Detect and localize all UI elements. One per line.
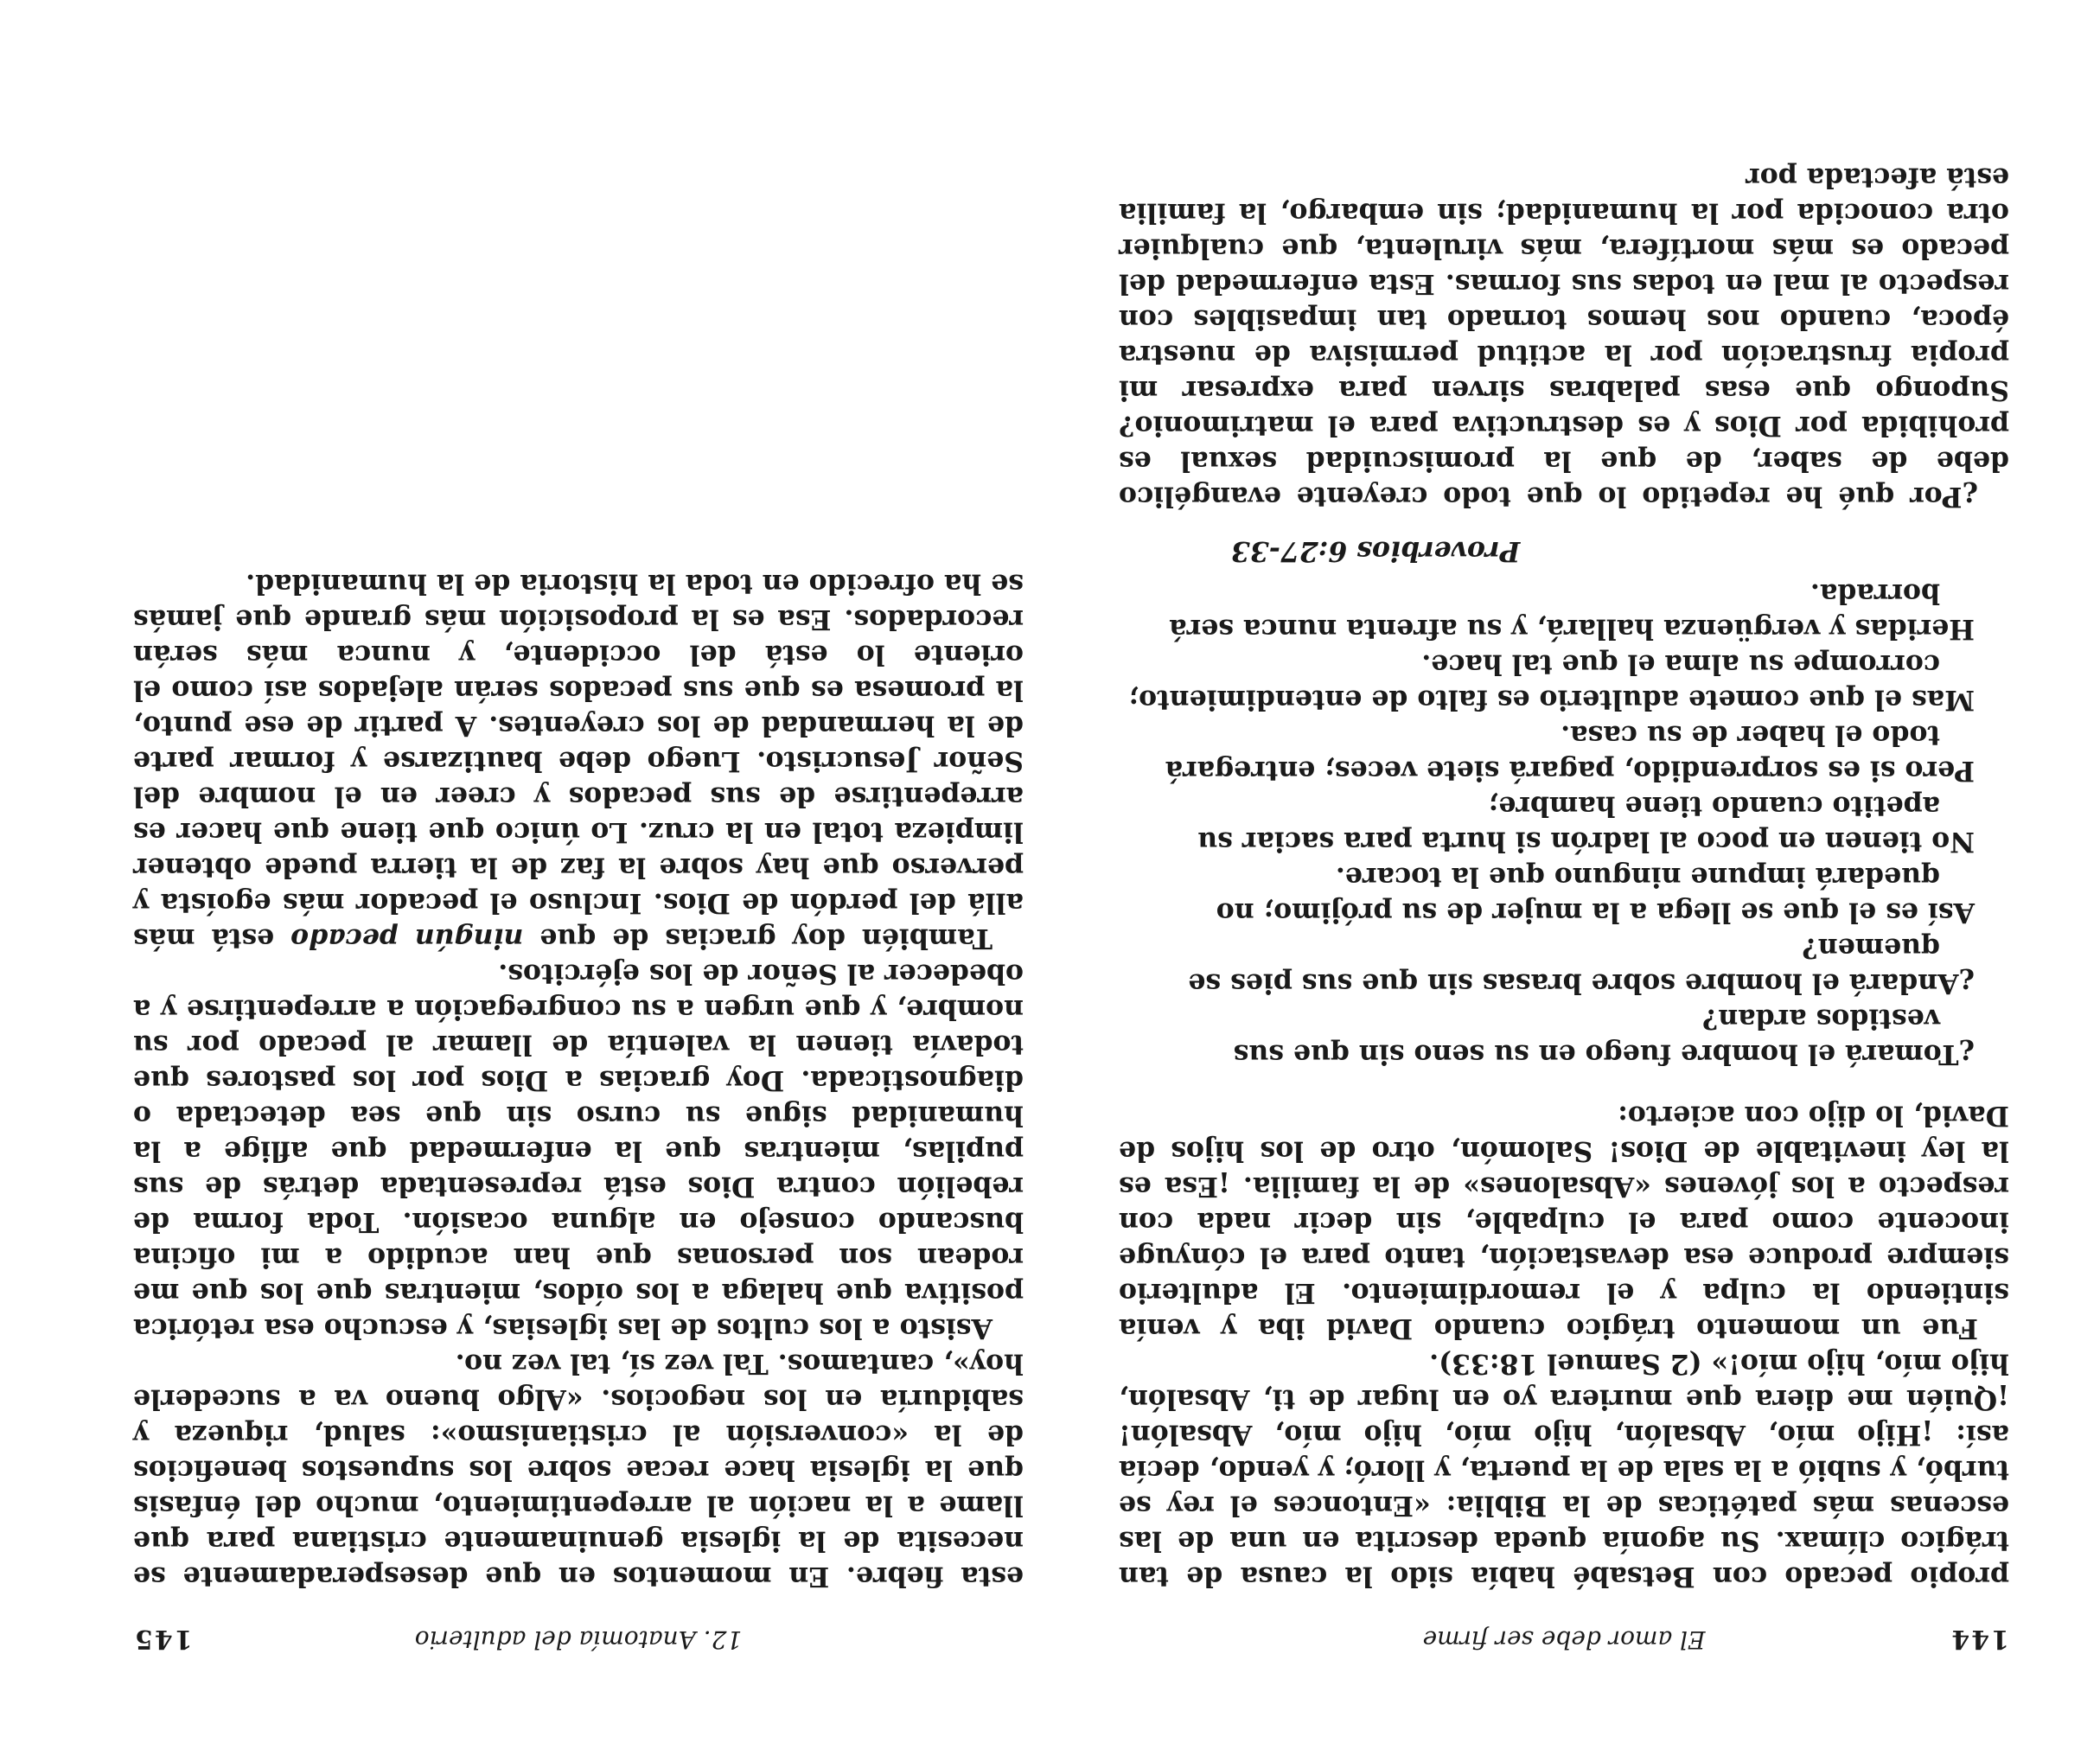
- scripture-quote: [1119, 576, 1975, 1072]
- page-145: [116, 0, 1041, 1737]
- running-head: [1101, 1619, 2027, 1654]
- verse-line: Mas el que comete adulterio es falto de entendimiento; corrompe su alma el que tal hace.: [1128, 648, 1975, 716]
- page-body: [1119, 160, 2009, 1594]
- running-title: 12. Anatomía del adulterio: [414, 1625, 743, 1654]
- emphasis: ningún pecado: [290, 923, 524, 955]
- running-title: El amor debe ser firme: [1422, 1625, 1706, 1654]
- paragraph: esta fiebre. En momentos en que desesperadamente se necesita de la iglesia genuinamente cristiana para que llame a la nación al arrepentimiento, mucho del énfasis que la iglesia hace recae sobre los supuestos beneficios de la «conversión al cristianismo»: salud, riqueza y sabiduría en los negocios. «Algo bueno va a sucederle hoy», cantamos. Tal vez sí, tal vez no.: [133, 1348, 1024, 1593]
- page-body: [133, 566, 1024, 1594]
- verse-line: Pero si es sorprendido, pagará siete veces; entregará todo el haber de su casa.: [1165, 719, 1975, 787]
- page-number: 145: [133, 1624, 193, 1654]
- page-144: [1101, 0, 2027, 1737]
- page-number: 144: [1950, 1624, 2009, 1654]
- paragraph: [133, 566, 1024, 956]
- paragraph: Fue un momento trágico cuando David iba y venía sintiendo la culpa y el remordimiento. El adulterio siempre produce esa devastación, tanto para el cónyuge inocente como para el culpable, sin decir nada con respecto a los jóvenes «Absalones» de la familia. ¡Esa es la ley inevitable de Dios! Salomón, otro de los hijos de David, lo dijo con acierto:: [1119, 1100, 2009, 1344]
- scripture-citation: Proverbios 6:27-33: [1231, 535, 1521, 567]
- verse-line: ¿Tomará el hombre fuego en su seno sin que sus vestidos ardan?: [1233, 1003, 1975, 1070]
- verse-line: ¿Andará el hombre sobre brasas sin que sus pies se quemen?: [1188, 932, 1975, 999]
- text-run: está más allá del perdón de Dios. Incluso el pecador más egoísta y perverso que hay sobre la faz de la tierra puede obtener limpieza total en la cruz. Lo único que tiene que hacer es arrepentirse de sus pecados y creer en el nombre del Señor Jesucristo. Luego debe bautizarse y formar parte de la hermandad de los creyentes. A partir de ese punto, la promesa es que sus pecados serán alejados así como el oriente lo está del occidente, y nunca más serán recordados. Esa es la proposición más grande que jamás se ha ofrecido en toda la historia de la humanidad.: [133, 568, 1024, 955]
- verse-line: Así es el que se llega a la mujer de su prójimo; no quedará impune ninguno que la tocare.: [1216, 861, 1975, 929]
- paragraph: propio pecado con Betsabé había sido la causa de tan trágico clímax. Su agonía queda descrita en una de las escenas más patéticas de la Biblia: «Entonces el rey se turbó, y subió a la sala de la puerta, y lloró; y yendo, decía así: ¡Hijo mío, Absalón, hijo mío, hijo mío, Absalón! ¡Quién me diera que muriera yo en lugar de ti, Absalón, hijo mío, hijo mío!» (2 Samuel 18:33).: [1119, 1348, 2009, 1593]
- paragraph: ¿Por qué he repetido lo que todo creyente evangélico debe de saber, de que la promiscuidad sexual es prohibida por Dios y es destructiva para el matrimonio? Supongo que esas palabras sirven para expresar mi propia frustración por la actitud permisiva de nuestra época, cuando nos hemos tornado tan impasibles con respecto al mal en todas sus formas. Esta enfermedad del pecado es más mortífera, más virulenta, que cualquier otra conocida por la humanidad; sin embargo, la familia está afectada por: [1119, 162, 2009, 513]
- verse-line: Heridas y vergüenza hallará, y su afrenta nunca será borrada.: [1169, 578, 1975, 645]
- running-head: [116, 1619, 1041, 1654]
- text-run: También doy gracias de que: [523, 923, 993, 955]
- paragraph: Asisto a los cultos de las iglesias, y escucho esa retórica positiva que halaga a los oídos, mientras que los que me rodean son personas que han acudido a mi oficina buscando consejo en alguna ocasión. Toda forma de rebelión contra Dios está representada detrás de sus pupilas, mientras que la enfermedad que aflige a la humanidad sigue su curso sin que sea detectada o diagnosticada. Doy gracias a Dios por los pastores que todavía tienen la valentía de llamar al pecado por su nombre, y que urgen a su congregación a arrepentirse y a obedecer al Señor de los ejércitos.: [133, 958, 1024, 1344]
- verse-line: No tienen en poco al ladrón si hurta para saciar su apetito cuando tiene hambre;: [1197, 790, 1975, 858]
